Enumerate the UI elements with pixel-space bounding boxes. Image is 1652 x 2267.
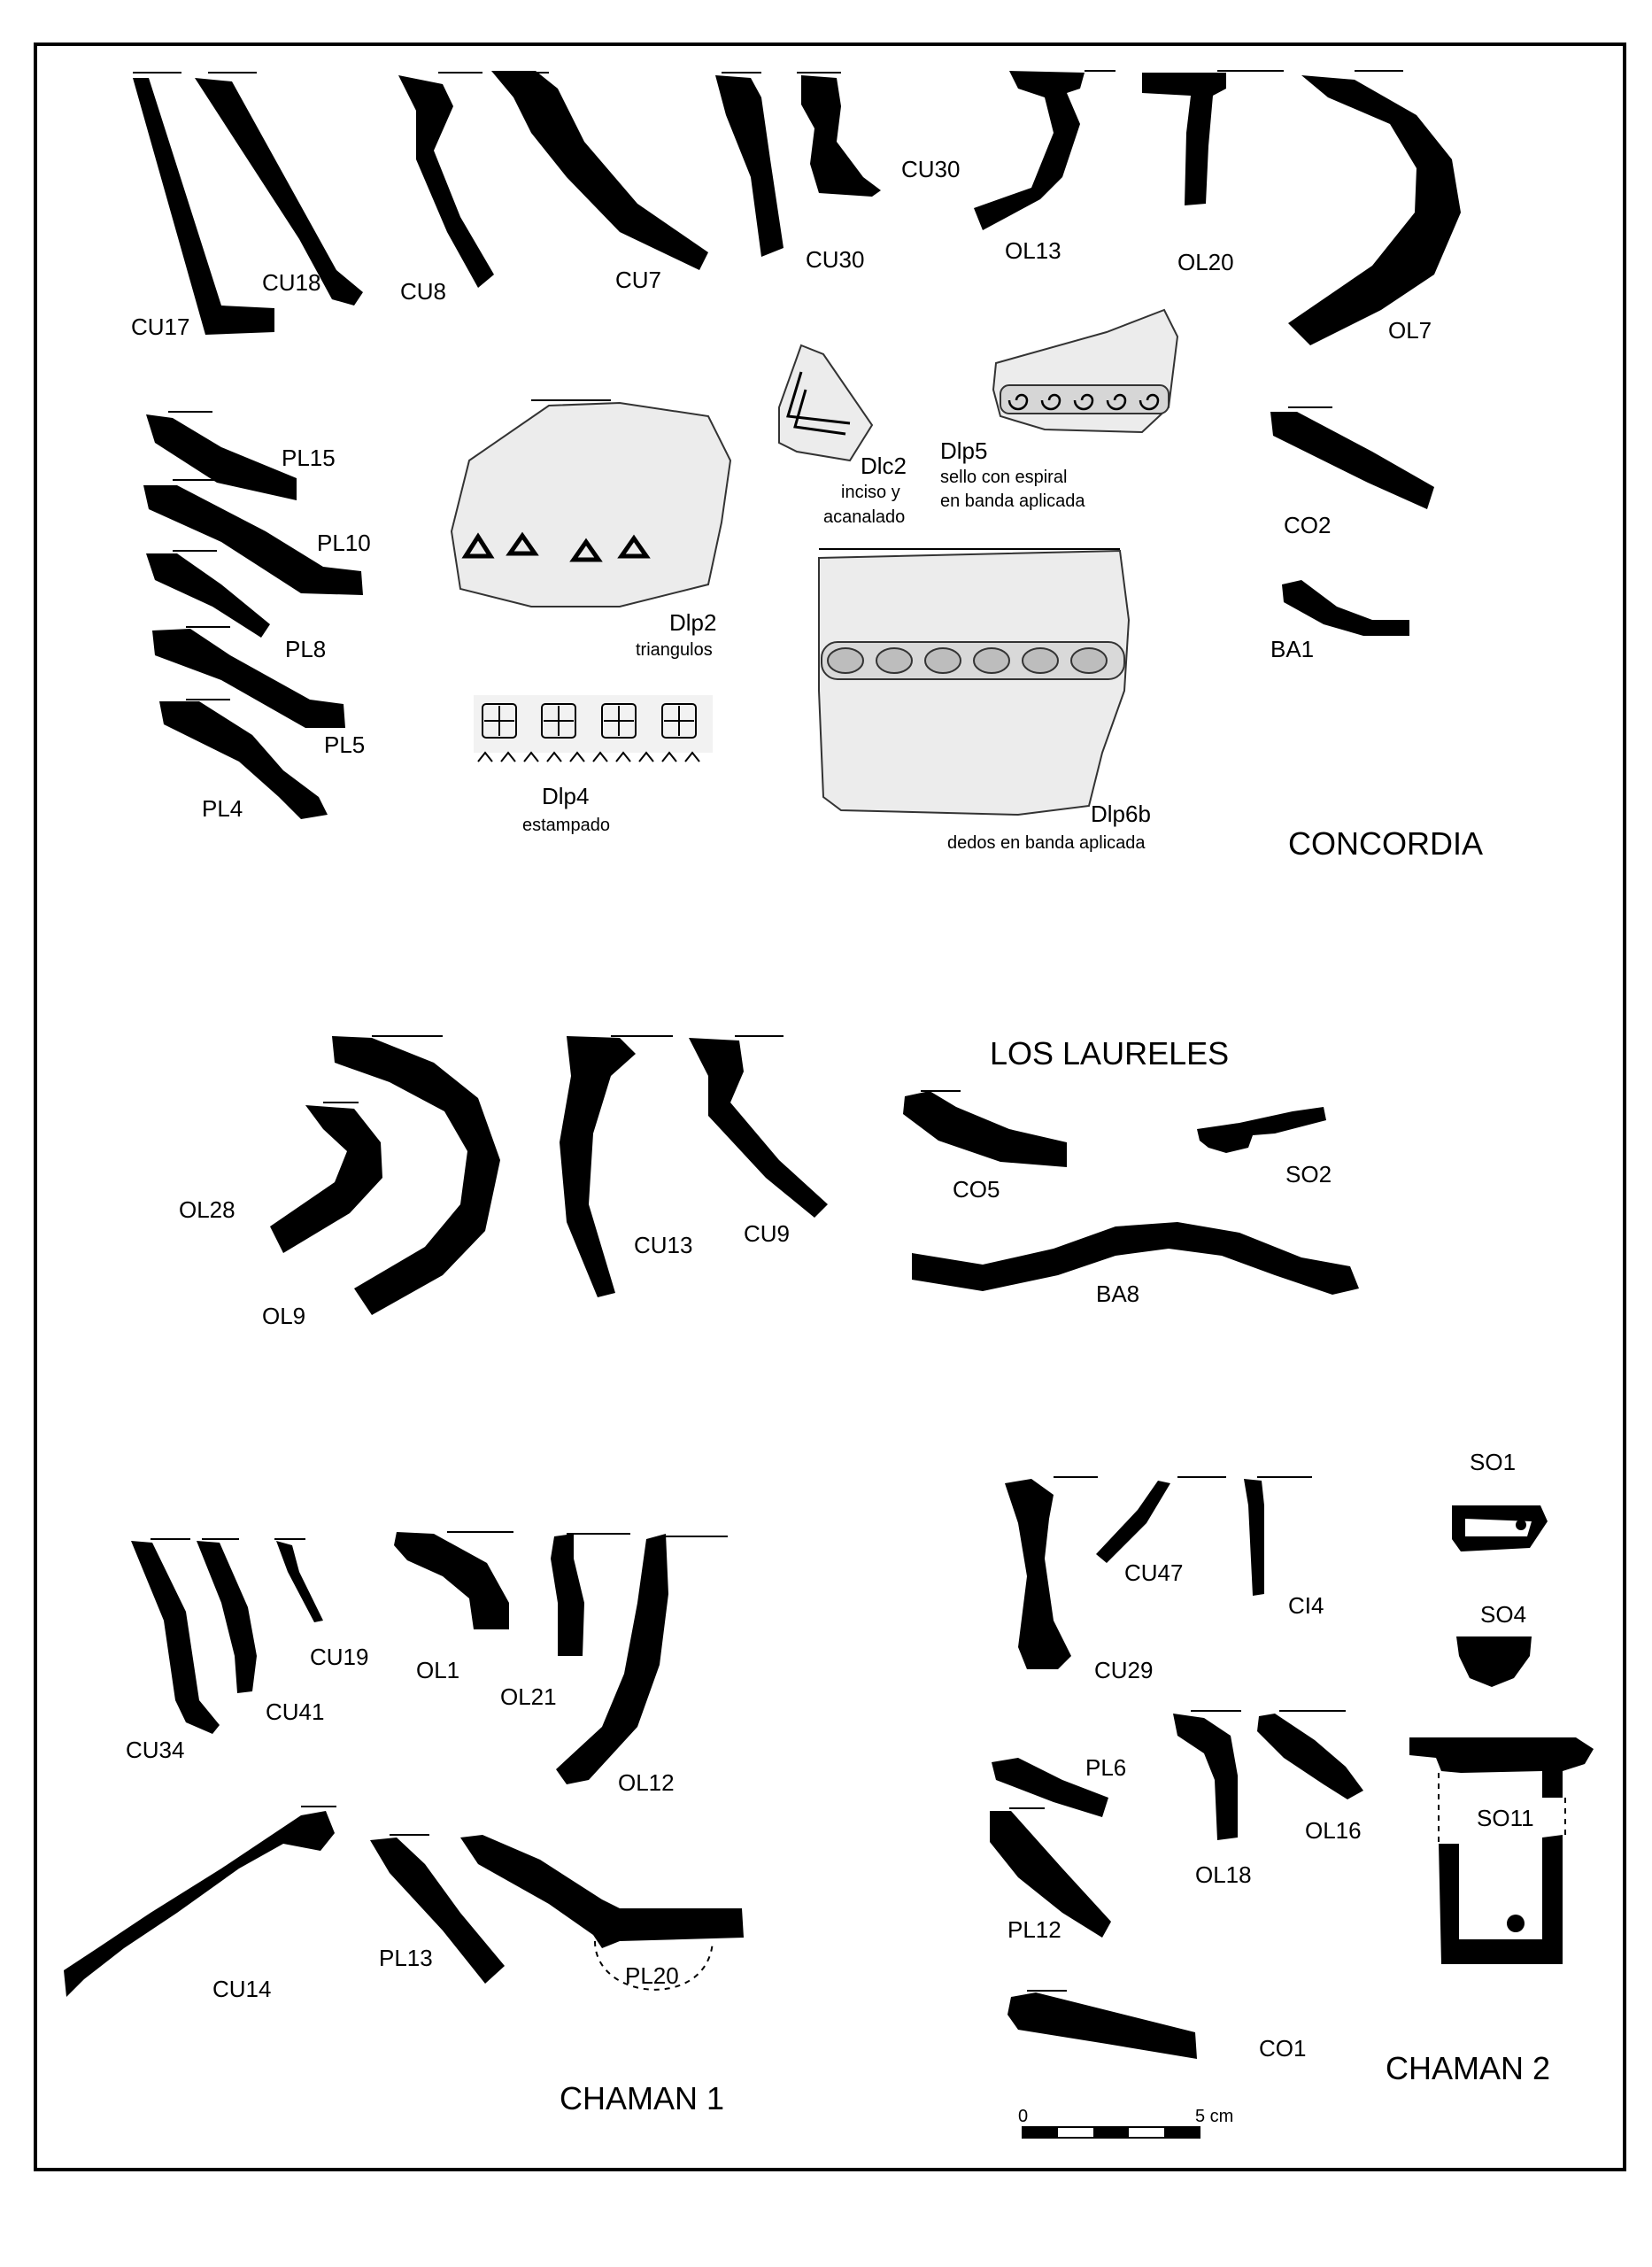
svg-text:OL13: OL13 (1005, 237, 1061, 264)
decoration-dlp6b (819, 549, 1151, 853)
svg-text:acanalado: acanalado (823, 507, 906, 527)
svg-text:inciso y: inciso y (841, 483, 900, 502)
svg-text:SO2: SO2 (1285, 1161, 1332, 1188)
svg-text:PL10: PL10 (317, 530, 371, 556)
svg-text:PL6: PL6 (1085, 1754, 1127, 1781)
svg-text:SO11: SO11 (1477, 1805, 1534, 1831)
svg-text:BA8: BA8 (1096, 1281, 1140, 1307)
svg-text:PL15: PL15 (282, 445, 336, 471)
svg-text:OL28: OL28 (179, 1196, 235, 1223)
svg-text:CU41: CU41 (266, 1698, 325, 1725)
section-title-chaman-2: CHAMAN 2 (1386, 2050, 1551, 2086)
svg-text:CO5: CO5 (953, 1176, 1000, 1203)
svg-text:CU30: CU30 (806, 246, 865, 273)
section-title-concordia: CONCORDIA (1288, 825, 1484, 862)
svg-text:dedos en banda aplicada: dedos en banda aplicada (947, 833, 1146, 853)
svg-text:PL8: PL8 (285, 636, 327, 662)
section-title-los-laureles: LOS LAURELES (990, 1035, 1230, 1072)
svg-text:Dlp4: Dlp4 (542, 783, 590, 809)
svg-text:SO1: SO1 (1470, 1449, 1517, 1475)
svg-text:CU14: CU14 (212, 1976, 272, 2002)
svg-text:CU29: CU29 (1094, 1657, 1154, 1683)
svg-text:OL21: OL21 (500, 1683, 557, 1710)
svg-text:0: 0 (1018, 2107, 1029, 2126)
svg-text:Dlc2: Dlc2 (861, 453, 907, 479)
svg-text:OL12: OL12 (618, 1769, 675, 1796)
svg-text:CU17: CU17 (131, 313, 190, 340)
svg-text:estampado: estampado (522, 816, 610, 835)
svg-text:Dlp6b: Dlp6b (1091, 801, 1151, 827)
svg-text:CU7: CU7 (615, 267, 662, 293)
svg-text:CU18: CU18 (262, 269, 321, 296)
svg-text:PL20: PL20 (625, 1962, 679, 1989)
svg-text:triangulos: triangulos (636, 640, 713, 660)
svg-text:Dlp5: Dlp5 (940, 437, 988, 464)
svg-text:OL16: OL16 (1305, 1817, 1362, 1844)
svg-text:CO1: CO1 (1259, 2035, 1307, 2062)
svg-text:PL12: PL12 (1007, 1916, 1061, 1943)
svg-text:CU19: CU19 (310, 1644, 369, 1670)
svg-text:CU8: CU8 (400, 278, 447, 305)
svg-text:OL20: OL20 (1177, 249, 1234, 275)
svg-text:OL9: OL9 (262, 1303, 306, 1329)
svg-text:CU30: CU30 (901, 156, 961, 182)
svg-text:PL5: PL5 (324, 731, 366, 758)
svg-text:CU13: CU13 (634, 1232, 693, 1258)
svg-text:PL13: PL13 (379, 1945, 433, 1971)
svg-text:OL18: OL18 (1195, 1861, 1252, 1888)
svg-text:CU9: CU9 (744, 1220, 791, 1247)
svg-text:CO2: CO2 (1284, 512, 1332, 538)
svg-text:Dlp2: Dlp2 (669, 609, 717, 636)
svg-text:CU34: CU34 (126, 1737, 185, 1763)
svg-text:CU47: CU47 (1124, 1559, 1184, 1586)
svg-text:sello con espiral: sello con espiral (940, 468, 1068, 487)
svg-text:OL7: OL7 (1388, 317, 1432, 344)
svg-text:en banda aplicada: en banda aplicada (940, 491, 1085, 511)
svg-text:PL4: PL4 (202, 795, 243, 822)
svg-text:CI4: CI4 (1288, 1592, 1324, 1619)
svg-text:SO4: SO4 (1480, 1601, 1527, 1628)
section-title-chaman-1: CHAMAN 1 (560, 2080, 725, 2116)
svg-text:BA1: BA1 (1270, 636, 1315, 662)
svg-text:OL1: OL1 (416, 1657, 460, 1683)
svg-text:5 cm: 5 cm (1195, 2107, 1234, 2126)
